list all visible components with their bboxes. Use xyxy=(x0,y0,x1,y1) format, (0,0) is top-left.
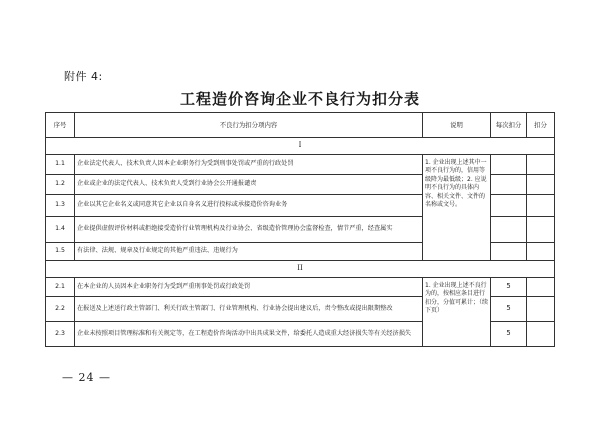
row-content: 企业或企业的法定代表人、技术负责人受到行业协会公开通报谴责 xyxy=(75,175,423,195)
page-number: — 24 — xyxy=(62,371,111,384)
header-points-each: 每次扣分 xyxy=(491,113,527,138)
row-points xyxy=(491,155,527,175)
row-seq: 1.1 xyxy=(46,155,75,175)
row-seq: 2.3 xyxy=(46,322,75,347)
attachment-label: 附件 4: xyxy=(64,70,103,83)
section-row xyxy=(46,138,555,155)
section-label: II xyxy=(46,261,555,278)
header-note: 说明 xyxy=(423,113,491,138)
row-deduction xyxy=(527,175,555,195)
row-points: 5 xyxy=(491,297,527,322)
row-deduction xyxy=(527,243,555,261)
deduction-table xyxy=(45,112,555,347)
row-content: 有法律、法规、规章及行业规定的其他严重违法、违规行为 xyxy=(75,243,423,261)
row-deduction xyxy=(527,217,555,243)
row-points xyxy=(491,217,527,243)
row-seq: 1.5 xyxy=(46,243,75,261)
row-content: 企业法定代表人、技术负责人因本企业职务行为受到刑事处罚或严重的行政处罚 xyxy=(75,155,423,175)
row-points xyxy=(491,243,527,261)
table-header-row xyxy=(46,113,555,138)
row-seq: 2.2 xyxy=(46,297,75,322)
row-content: 企业未按照项目管理标准和有关规定等，在工程造价咨询活动中出具成果文件，给委托人造成重大经济损失等有关经济损失 xyxy=(75,322,423,347)
header-deduction: 扣分 xyxy=(527,113,555,138)
section-row xyxy=(46,261,555,278)
row-seq: 1.3 xyxy=(46,195,75,217)
row-content: 企业提供虚假评价材料或拒绝接受造价行业管理机构及行业协会、省级造价管理协会监督检查，情节严重，经查属实 xyxy=(75,217,423,243)
section-note: 1. 企业出现上述其中一项不良行为的，信用等级降为最低级；2. 应说明不良行为的具体内容、相关文件、文件的名称或文号。 xyxy=(423,155,491,261)
row-deduction xyxy=(527,278,555,297)
row-points: 5 xyxy=(491,322,527,347)
row-seq: 1.2 xyxy=(46,175,75,195)
row-seq: 2.1 xyxy=(46,278,75,297)
header-seq: 序号 xyxy=(46,113,75,138)
row-deduction xyxy=(527,297,555,322)
row-content: 在报送及上述送行政主管部门、利关行政主管部门、行业管理机构、行业协会提出建议后，责令整改或提出限期整改 xyxy=(75,297,423,322)
row-deduction xyxy=(527,322,555,347)
table-row xyxy=(46,278,555,297)
row-deduction xyxy=(527,155,555,175)
section-label: I xyxy=(46,138,555,155)
row-points: 5 xyxy=(491,278,527,297)
row-seq: 1.4 xyxy=(46,217,75,243)
row-deduction xyxy=(527,195,555,217)
row-points xyxy=(491,195,527,217)
header-content: 不良行为扣分项内容 xyxy=(75,113,423,138)
row-content: 在本企业的人员因本企业职务行为受到严重刑事处罚或行政处罚 xyxy=(75,278,423,297)
document-title: 工程造价咨询企业不良行为扣分表 xyxy=(179,90,420,108)
section-note: 1. 企业出现上述不良行为的，按相应条目进行扣分，分值可累计；（续下页） xyxy=(423,278,491,347)
row-points xyxy=(491,175,527,195)
row-content: 企业以其它企业名义或同意其它企业以自身名义进行投标或承接造价咨询业务 xyxy=(75,195,423,217)
table-row xyxy=(46,155,555,175)
